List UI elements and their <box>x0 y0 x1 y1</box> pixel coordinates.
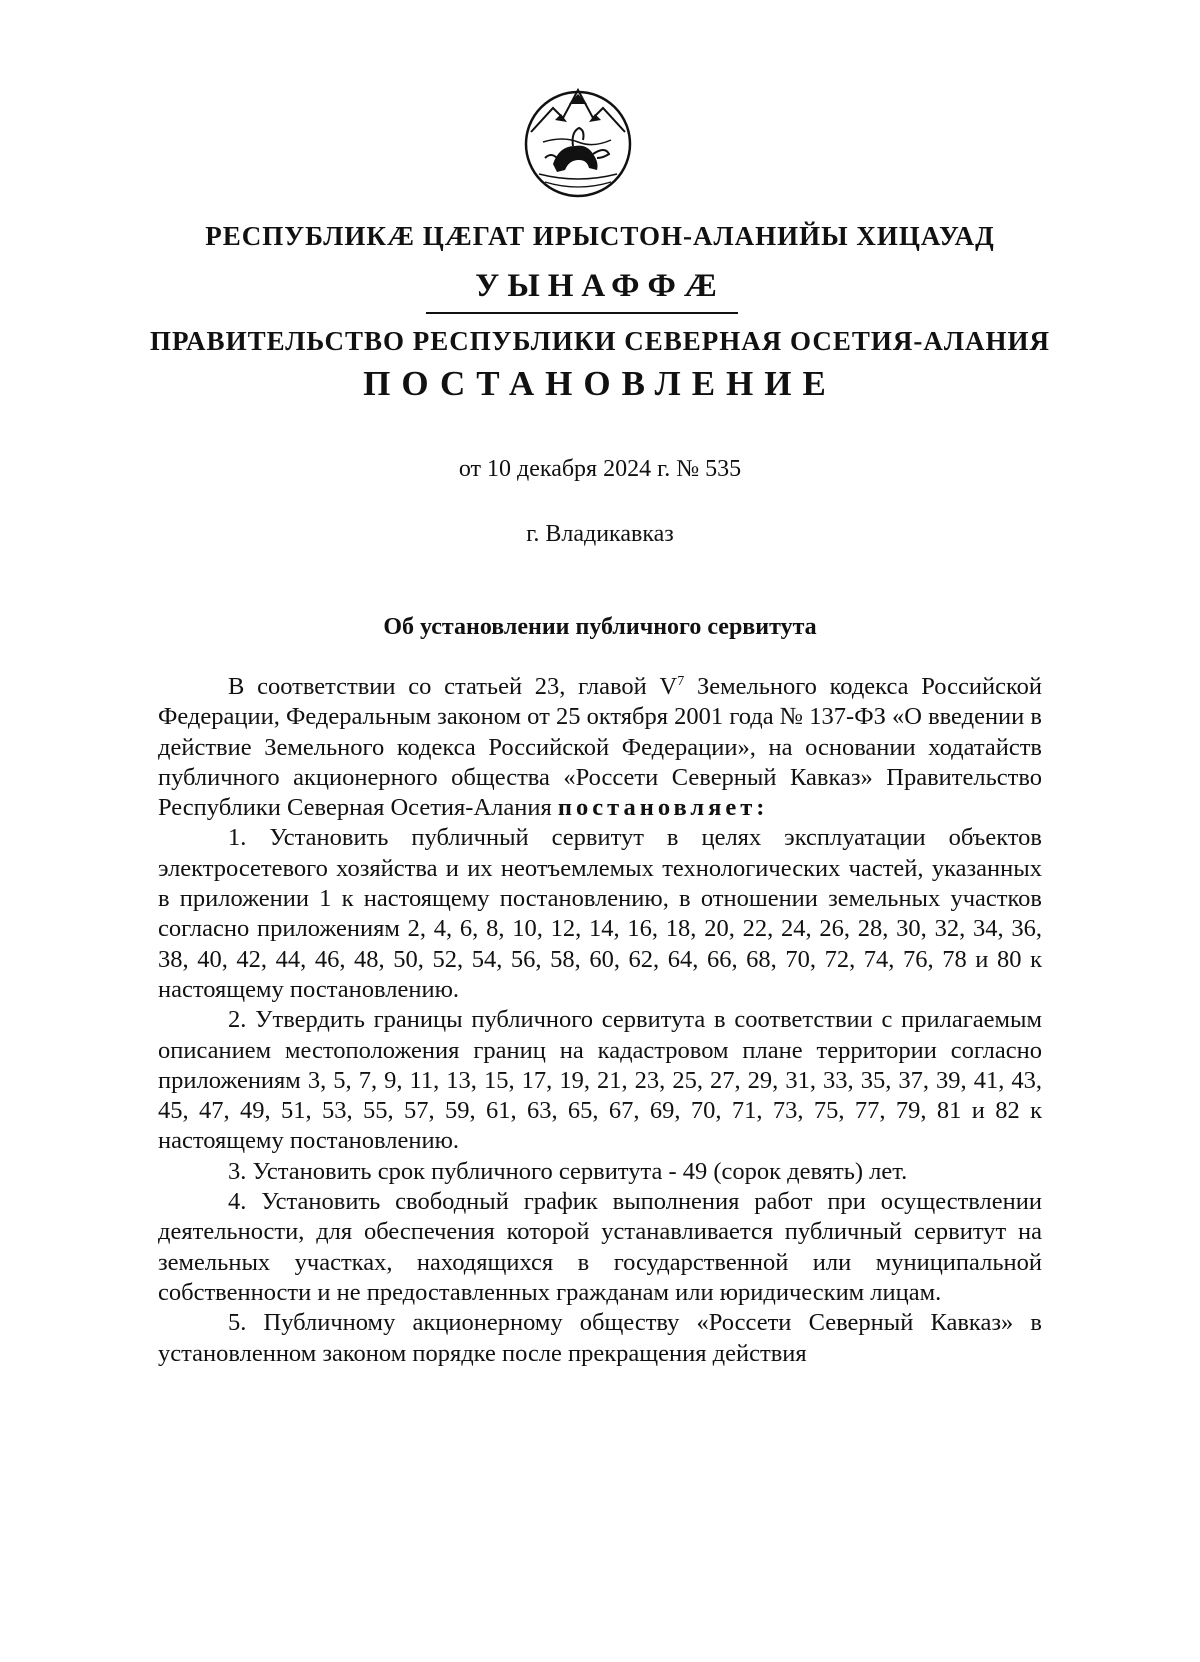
header-doctype-ossetian: УЫНАФФӔ <box>475 268 725 304</box>
header-title-russian: ПРАВИТЕЛЬСТВО РЕСПУБЛИКИ СЕВЕРНАЯ ОСЕТИЯ-АЛАНИЯ <box>150 326 1050 356</box>
decree-word: постановляет: <box>557 794 769 822</box>
header-title-ossetian: РЕСПУБЛИКӔ ЦӔГАТ ИРЫСТОН-АЛАНИЙЫ ХИЦАУАД <box>205 221 995 251</box>
preamble-paragraph: В соответствии со статьей 23, главой $V^7$ Земельного кодекса Российской Федерации, Федеральным законом от 25 октября 2001 года № 137-ФЗ «О введении в действие Земельного кодекса Российской Федерации», на основании ходатайств публичного акционерного общества «Россети Северный Кавказ» Правительство Республики Северная Осетия-Алания постановляет: <box>158 673 1042 822</box>
header-divider <box>426 312 738 314</box>
document-date-number: от 10 декабря 2024 г. № 535 <box>458 456 742 482</box>
document-city: г. Владикавказ <box>526 521 674 547</box>
coat-of-arms-emblem <box>523 84 633 200</box>
item-paragraph: 2. Утвердить границы публичного сервитута в соответствии с прилагаемым описанием местоположения границ на кадастровом плане территории согласно приложениям 3, 5, 7, 9, 11, 13, 15, 17, 19, 21, 23, 25, 27, 29, 31, 33, 35, 37, 39, 41, 43, 45, 47, 49, 51, 53, 55, 57, 59, 61, 63, 65, 67, 69, 70, 71, 73, 75, 77, 79, 81 и 82 к настоящему постановлению. <box>158 1006 1042 1155</box>
item-paragraph: 5. Публичному акционерному обществу «Россети Северный Кавказ» в установленном законом порядке после прекращения действия <box>158 1309 1042 1367</box>
document-body <box>158 672 1042 1369</box>
item-paragraph: 4. Установить свободный график выполнения работ при осуществлении деятельности, для обеспечения которой устанавливается публичный сервитут на земельных участках, находящихся в государственной или муниципальной собственности и не предоставленных гражданам или юридическим лицам. <box>158 1188 1042 1306</box>
document-title: Об установлении публичного сервитута <box>383 614 817 640</box>
item-paragraph: 3. Установить срок публичного сервитута - 49 (сорок девять) лет. <box>228 1157 908 1185</box>
header-doctype-russian: ПОСТАНОВЛЕНИЕ <box>363 364 837 403</box>
item-paragraph: 1. Установить публичный сервитут в целях эксплуатации объектов электросетевого хозяйства и их неотъемлемых технологических частей, указанных в приложении 1 к настоящему постановлению, в отношении земельных участков согласно приложениям 2, 4, 6, 8, 10, 12, 14, 16, 18, 20, 22, 24, 26, 28, 30, 32, 34, 36, 38, 40, 42, 44, 46, 48, 50, 52, 54, 56, 58, 60, 62, 64, 66, 68, 70, 72, 74, 76, 78 и 80 к настоящему постановлению. <box>158 824 1042 1003</box>
